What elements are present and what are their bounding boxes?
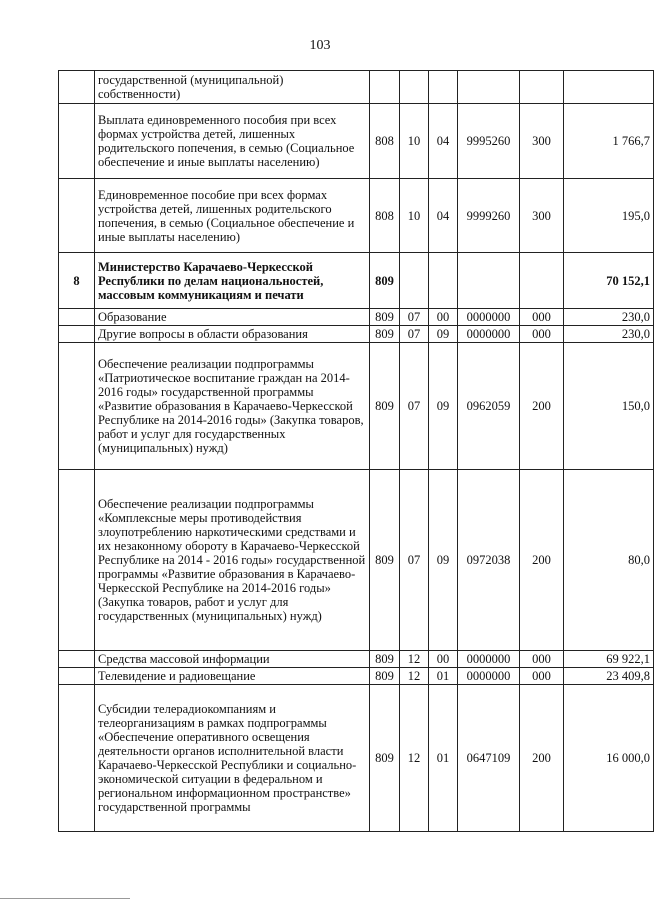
amount: 150,0 bbox=[564, 343, 654, 470]
expense-name: Средства массовой информации bbox=[95, 651, 370, 668]
expense-type-code: 000 bbox=[520, 326, 564, 343]
expense-name: Министерство Карачаево-Черкесской Республики по делам национальностей, массовым коммуникациям и печати bbox=[95, 253, 370, 309]
row-number bbox=[59, 309, 95, 326]
section-code: 12 bbox=[400, 685, 429, 832]
row-number bbox=[59, 651, 95, 668]
expense-name: Субсидии телерадиокомпаниям и телеорганизациям в рамках подпрограммы «Обеспечение оперативного освещения деятельности органов исполнительной власти Карачаево-Черкесской Республики и социально-экономической ситуации в федеральном и региональном информационном пространстве» государственной программы bbox=[95, 685, 370, 832]
ministry-code: 809 bbox=[370, 343, 400, 470]
section-code: 07 bbox=[400, 309, 429, 326]
table-row bbox=[59, 71, 654, 104]
ministry-code: 809 bbox=[370, 668, 400, 685]
subsection-code: 01 bbox=[429, 685, 458, 832]
ministry-code: 809 bbox=[370, 685, 400, 832]
subsection-code: 09 bbox=[429, 343, 458, 470]
expense-name: Другие вопросы в области образования bbox=[95, 326, 370, 343]
section-code: 07 bbox=[400, 470, 429, 651]
expense-type-code bbox=[520, 253, 564, 309]
amount: 230,0 bbox=[564, 326, 654, 343]
row-number bbox=[59, 71, 95, 104]
expense-type-code: 300 bbox=[520, 179, 564, 253]
amount: 1 766,7 bbox=[564, 104, 654, 179]
row-number bbox=[59, 343, 95, 470]
ministry-code: 809 bbox=[370, 253, 400, 309]
subsection-code: 09 bbox=[429, 470, 458, 651]
table-row bbox=[59, 253, 654, 309]
subsection-code: 00 bbox=[429, 651, 458, 668]
target-item-code bbox=[458, 253, 520, 309]
subsection-code bbox=[429, 253, 458, 309]
section-code: 10 bbox=[400, 104, 429, 179]
budget-table bbox=[58, 70, 654, 832]
expense-type-code: 000 bbox=[520, 668, 564, 685]
expense-type-code: 200 bbox=[520, 685, 564, 832]
expense-type-code: 000 bbox=[520, 651, 564, 668]
ministry-code: 809 bbox=[370, 326, 400, 343]
row-number bbox=[59, 326, 95, 343]
target-item-code: 0647109 bbox=[458, 685, 520, 832]
target-item-code: 9995260 bbox=[458, 104, 520, 179]
expense-name: Телевидение и радиовещание bbox=[95, 668, 370, 685]
subsection-code bbox=[429, 71, 458, 104]
table-row bbox=[59, 685, 654, 832]
target-item-code: 0972038 bbox=[458, 470, 520, 651]
row-number bbox=[59, 179, 95, 253]
row-number: 8 bbox=[59, 253, 95, 309]
expense-name: Выплата единовременного пособия при всех формах устройства детей, лишенных родительского попечения, в семью (Социальное обеспечение и иные выплаты населению) bbox=[95, 104, 370, 179]
table-row bbox=[59, 326, 654, 343]
section-code bbox=[400, 253, 429, 309]
section-code bbox=[400, 71, 429, 104]
row-number bbox=[59, 685, 95, 832]
page-number: 103 bbox=[309, 38, 331, 53]
row-number bbox=[59, 470, 95, 651]
table-row bbox=[59, 470, 654, 651]
amount: 70 152,1 bbox=[564, 253, 654, 309]
section-code: 07 bbox=[400, 343, 429, 470]
subsection-code: 09 bbox=[429, 326, 458, 343]
amount: 16 000,0 bbox=[564, 685, 654, 832]
ministry-code: 808 bbox=[370, 104, 400, 179]
section-code: 10 bbox=[400, 179, 429, 253]
subsection-code: 00 bbox=[429, 309, 458, 326]
table-row bbox=[59, 651, 654, 668]
expense-type-code: 300 bbox=[520, 104, 564, 179]
expense-name: Образование bbox=[95, 309, 370, 326]
amount: 69 922,1 bbox=[564, 651, 654, 668]
amount: 80,0 bbox=[564, 470, 654, 651]
target-item-code: 0000000 bbox=[458, 309, 520, 326]
table-row bbox=[59, 104, 654, 179]
expense-type-code: 200 bbox=[520, 470, 564, 651]
expense-name: Единовременное пособие при всех формах устройства детей, лишенных родительского попечения, в семью (Социальное обеспечение и иные выплаты населению) bbox=[95, 179, 370, 253]
bottom-divider bbox=[0, 898, 130, 899]
ministry-code bbox=[370, 71, 400, 104]
target-item-code: 0000000 bbox=[458, 651, 520, 668]
row-number bbox=[59, 104, 95, 179]
section-code: 12 bbox=[400, 651, 429, 668]
expense-name: государственной (муниципальной) собственности) bbox=[95, 71, 370, 104]
target-item-code: 9999260 bbox=[458, 179, 520, 253]
subsection-code: 04 bbox=[429, 179, 458, 253]
ministry-code: 809 bbox=[370, 309, 400, 326]
amount bbox=[564, 71, 654, 104]
table-row bbox=[59, 668, 654, 685]
target-item-code: 0000000 bbox=[458, 326, 520, 343]
subsection-code: 04 bbox=[429, 104, 458, 179]
amount: 195,0 bbox=[564, 179, 654, 253]
expense-name: Обеспечение реализации подпрограммы «Патриотическое воспитание граждан на 2014-2016 годы» государственной программы «Развитие образования в Карачаево-Черкесской Республике на 2014-2016 годы» (Закупка товаров, работ и услуг для государственных (муниципальных) нужд) bbox=[95, 343, 370, 470]
amount: 230,0 bbox=[564, 309, 654, 326]
amount: 23 409,8 bbox=[564, 668, 654, 685]
table-row bbox=[59, 309, 654, 326]
ministry-code: 808 bbox=[370, 179, 400, 253]
section-code: 12 bbox=[400, 668, 429, 685]
target-item-code: 0000000 bbox=[458, 668, 520, 685]
target-item-code: 0962059 bbox=[458, 343, 520, 470]
expense-type-code bbox=[520, 71, 564, 104]
ministry-code: 809 bbox=[370, 470, 400, 651]
table-row bbox=[59, 343, 654, 470]
target-item-code bbox=[458, 71, 520, 104]
section-code: 07 bbox=[400, 326, 429, 343]
table-row bbox=[59, 179, 654, 253]
expense-type-code: 000 bbox=[520, 309, 564, 326]
row-number bbox=[59, 668, 95, 685]
expense-name: Обеспечение реализации подпрограммы «Комплексные меры противодействия злоупотреблению наркотическими средствами и их незаконному обороту в Карачаево-Черкесской Республике на 2014 - 2016 годы» государственной программы «Развитие образования в Карачаево-Черкесской Республике на 2014-2016 годы» (Закупка товаров, работ и услуг для государственных (муниципальных) нужд) bbox=[95, 470, 370, 651]
subsection-code: 01 bbox=[429, 668, 458, 685]
ministry-code: 809 bbox=[370, 651, 400, 668]
expense-type-code: 200 bbox=[520, 343, 564, 470]
